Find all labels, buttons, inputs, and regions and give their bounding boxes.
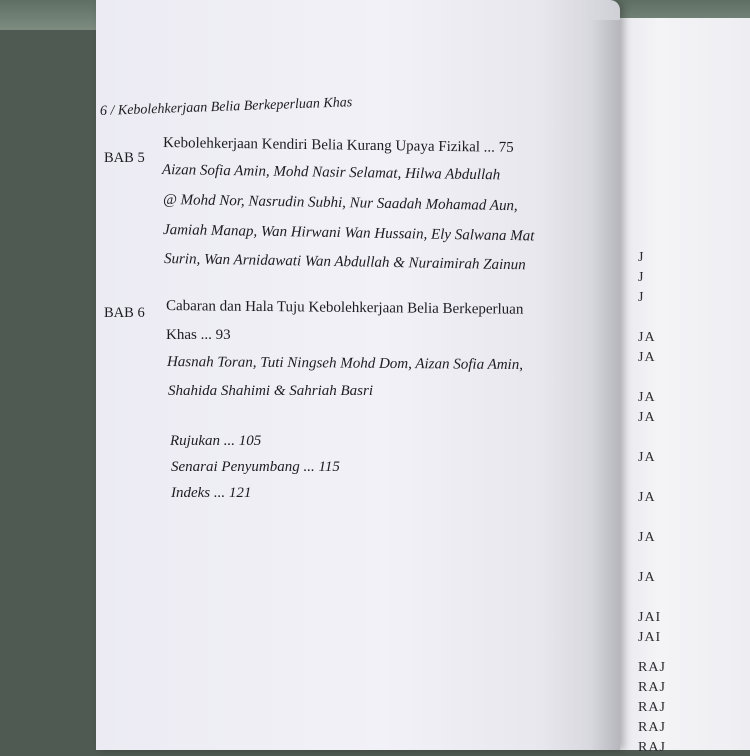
facing-page-fragment: JA: [638, 490, 656, 505]
facing-page-fragment: JA: [638, 410, 656, 425]
chapter-authors: Shahida Shahimi & Sahriah Basri: [168, 383, 374, 399]
back-matter-item: Indeks ... 121: [171, 485, 252, 501]
back-matter-item: Rujukan ... 105: [170, 433, 262, 449]
facing-page-fragment: J: [638, 250, 645, 265]
chapter-authors: Jamiah Manap, Wan Hirwani Wan Hussain, Ely Salwana Mat: [162, 222, 535, 245]
chapter-title: Kebolehkerjaan Kendiri Belia Kurang Upaya Fizikal ... 75: [162, 135, 514, 156]
facing-page-fragment: RAJ: [638, 660, 666, 675]
chapter-authors: Aizan Sofia Amin, Mohd Nasir Selamat, Hilwa Abdullah: [161, 162, 501, 184]
facing-page-fragment: JA: [638, 570, 656, 585]
facing-page-fragment: RAJ: [638, 740, 666, 755]
facing-page-fragment: JA: [638, 390, 656, 405]
facing-page-fragment: JA: [638, 530, 656, 545]
running-head: 6 / Kebolehkerjaan Belia Berkeperluan Khas: [99, 95, 353, 119]
chapter-label: BAB 6: [104, 305, 145, 321]
chapter-authors: @ Mohd Nor, Nasrudin Subhi, Nur Saadah Mohamad Aun,: [162, 192, 518, 215]
facing-page: [598, 18, 750, 755]
chapter-label: BAB 5: [104, 150, 145, 166]
facing-page-fragment: JA: [638, 450, 656, 465]
chapter-authors: Surin, Wan Arnidawati Wan Abdullah & Nuraimirah Zainun: [163, 251, 526, 274]
facing-page-fragment: J: [638, 290, 645, 305]
facing-page-fragment: JAI: [638, 630, 662, 645]
chapter-title: Cabaran dan Hala Tuju Kebolehkerjaan Belia Berkeperluan: [165, 298, 524, 318]
facing-page-fragment: RAJ: [638, 700, 666, 715]
facing-page-fragment: JAI: [638, 610, 662, 625]
chapter-authors: Hasnah Toran, Tuti Ningseh Mohd Dom, Aizan Sofia Amin,: [166, 354, 524, 374]
facing-page-fragment: RAJ: [638, 720, 666, 735]
back-matter-item: Senarai Penyumbang ... 115: [171, 459, 340, 475]
facing-page-fragment: RAJ: [638, 680, 666, 695]
facing-page-fragment: J: [638, 270, 645, 285]
facing-page-fragment: JA: [638, 330, 656, 345]
facing-page-fragment: JA: [638, 350, 656, 365]
chapter-title: Khas ... 93: [166, 327, 231, 343]
